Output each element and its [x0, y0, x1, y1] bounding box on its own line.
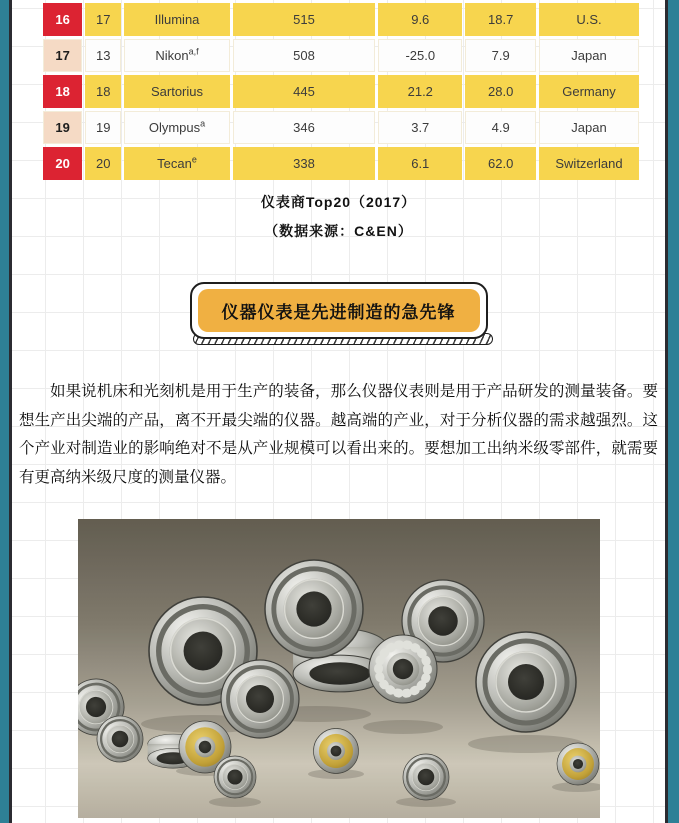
company-cell: Illumina — [124, 3, 230, 36]
revenue-cell: 338 — [233, 147, 375, 180]
change-cell: 3.7 — [378, 111, 462, 144]
article-content — [12, 0, 665, 823]
change-cell: -25.0 — [378, 39, 462, 72]
table-caption-title: 仪表商Top20（2017） — [260, 194, 417, 210]
revenue-cell: 445 — [233, 75, 375, 108]
company-cell: Sartorius — [124, 75, 230, 108]
company-cell: Olympus$^a$ — [124, 111, 230, 144]
ball-bearings-photo — [78, 519, 600, 818]
table-caption-source: （数据来源：C&EN） — [264, 223, 413, 239]
country-cell: Japan — [539, 111, 639, 144]
prev-rank-cell: 19 — [85, 111, 121, 144]
margin-cell: 4.9 — [465, 111, 536, 144]
change-cell: 21.2 — [378, 75, 462, 108]
rank-cell: 18 — [43, 75, 82, 108]
prev-rank-cell: 17 — [85, 3, 121, 36]
badge-outline — [190, 282, 488, 339]
prev-rank-cell: 18 — [85, 75, 121, 108]
country-cell: Germany — [539, 75, 639, 108]
article-paragraph: 如果说机床和光刻机是用于生产的装备，那么仪器仪表则是用于产品研发的测量装备。要想生产出尖端的产品，离不开最尖端的仪器。越高端的产业，对于分析仪器的需求越强烈。这个产业对制造业的影响绝对不是从产业规模可以看出来的。要想加工出纳米级零部件，就需要有更高纳米级尺度的测量仪器。 — [19, 383, 658, 487]
company-cell: Nikon$^{a,f}$ — [124, 39, 230, 72]
margin-cell: 28.0 — [465, 75, 536, 108]
table-row — [43, 111, 639, 144]
right-frame-bar — [665, 0, 679, 823]
rank-cell: 19 — [43, 111, 82, 144]
prev-rank-cell: 13 — [85, 39, 121, 72]
revenue-cell: 508 — [233, 39, 375, 72]
table-row — [43, 147, 639, 180]
revenue-cell: 515 — [233, 3, 375, 36]
badge-label: 仪器仪表是先进制造的急先锋 — [198, 289, 480, 332]
revenue-cell: 346 — [233, 111, 375, 144]
margin-cell: 18.7 — [465, 3, 536, 36]
left-frame-bar — [0, 0, 12, 823]
country-cell: U.S. — [539, 3, 639, 36]
instrument-ranking-table — [40, 0, 642, 183]
margin-cell: 62.0 — [465, 147, 536, 180]
country-cell: Japan — [539, 39, 639, 72]
table-row — [43, 3, 639, 36]
rank-cell: 16 — [43, 3, 82, 36]
change-cell: 9.6 — [378, 3, 462, 36]
section-heading-badge — [190, 282, 488, 345]
rank-cell: 17 — [43, 39, 82, 72]
company-cell: Tecan$^e$ — [124, 147, 230, 180]
margin-cell: 7.9 — [465, 39, 536, 72]
table-row — [43, 39, 639, 72]
rank-cell: 20 — [43, 147, 82, 180]
country-cell: Switzerland — [539, 147, 639, 180]
change-cell: 6.1 — [378, 147, 462, 180]
table-row — [43, 75, 639, 108]
prev-rank-cell: 20 — [85, 147, 121, 180]
